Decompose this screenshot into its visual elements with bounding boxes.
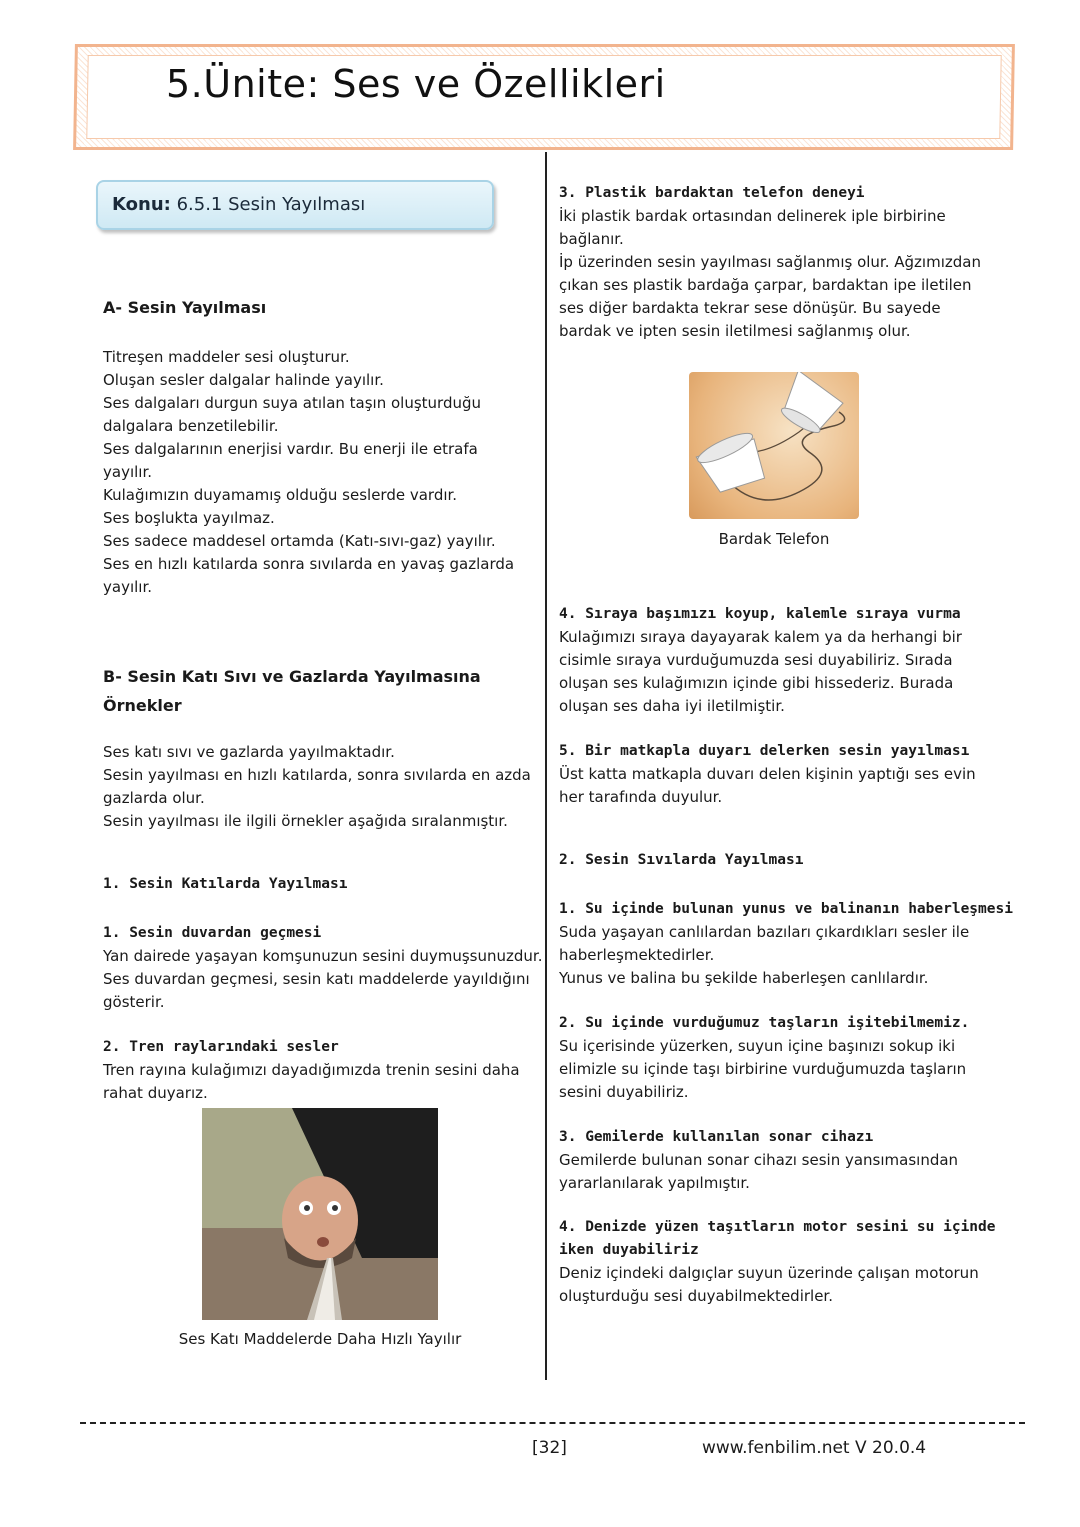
solids-heading: 1. Sesin Katılarda Yayılması bbox=[103, 876, 348, 892]
text-line: Ses dalgaları durgun suya atılan taşın oluşturduğu bbox=[103, 394, 482, 412]
text-line: elimizle su içinde taşı birbirine vurduğumuzda taşların bbox=[559, 1060, 967, 1078]
heading-line: Örnekler bbox=[103, 696, 182, 715]
liquids-heading: 2. Sesin Sıvılarda Yayılması bbox=[559, 852, 804, 868]
solid-item-4 bbox=[559, 603, 962, 718]
text-line: yayılır. bbox=[103, 578, 153, 596]
text-line: çıkan ses plastik bardağa çarpar, bardaktan ipe iletilen bbox=[559, 276, 972, 294]
text-line: dalgalara benzetilebilir. bbox=[103, 417, 279, 435]
text-line: İki plastik bardak ortasından delinerek iple birbirine bbox=[559, 207, 946, 225]
text-line: Yan dairede yaşayan komşunuzun sesini duymuşsunuzdur. bbox=[103, 947, 543, 965]
text-line: bağlanır. bbox=[559, 230, 624, 248]
page-number: [32] bbox=[532, 1438, 567, 1458]
item-title: 1. Sesin duvardan geçmesi bbox=[103, 925, 322, 941]
text-line: Ses en hızlı katılarda sonra sıvılarda en yavaş gazlarda bbox=[103, 555, 515, 573]
topic-value: 6.5.1 Sesin Yayılması bbox=[176, 194, 366, 215]
text-line: Oluşan sesler dalgalar halinde yayılır. bbox=[103, 371, 384, 389]
item-title: 2. Su içinde vurduğumuz taşların işitebilmemiz. bbox=[559, 1015, 970, 1031]
text-line: Gemilerde bulunan sonar cihazı sesin yansımasından bbox=[559, 1151, 959, 1169]
text-line: Yunus ve balina bu şekilde haberleşen canlılardır. bbox=[559, 969, 929, 987]
text-line: Deniz içindeki dalgıçlar suyun üzerinde çalışan motorun bbox=[559, 1264, 979, 1282]
text-line: Ses boşlukta yayılmaz. bbox=[103, 509, 275, 527]
text-line: gazlarda olur. bbox=[103, 789, 205, 807]
text-line: İp üzerinden sesin yayılması sağlanmış olur. Ağzımızdan bbox=[559, 253, 981, 271]
text-line: Üst katta matkapla duvarı delen kişinin yaptığı ses evin bbox=[559, 765, 976, 783]
text-line: Sesin yayılması ile ilgili örnekler aşağıda sıralanmıştır. bbox=[103, 812, 508, 830]
cup-telephone-illustration bbox=[689, 372, 859, 519]
text-line: Ses sadece maddesel ortamda (Katı-sıvı-gaz) yayılır. bbox=[103, 532, 496, 550]
section-b-heading bbox=[103, 662, 481, 720]
page-title: 5.Ünite: Ses ve Özellikleri bbox=[166, 62, 666, 106]
text-line: ses diğer bardakta tekrar sese dönüşür. Bu sayede bbox=[559, 299, 941, 317]
footer-divider bbox=[80, 1422, 1025, 1424]
item-title: iken duyabiliriz bbox=[559, 1242, 699, 1258]
text-line: Ses dalgalarının enerjisi vardır. Bu enerji ile etrafa bbox=[103, 440, 478, 458]
item-title: 3. Plastik bardaktan telefon deneyi bbox=[559, 185, 865, 201]
text-line: sesini duyabiliriz. bbox=[559, 1083, 689, 1101]
heading-line: B- Sesin Katı Sıvı ve Gazlarda Yayılmasına bbox=[103, 667, 481, 686]
solid-item-2 bbox=[103, 1036, 520, 1105]
text-line: oluşan ses kulağımızın içinde gibi hissederiz. Burada bbox=[559, 674, 954, 692]
topic-label: Konu: bbox=[112, 194, 171, 215]
text-line: haberleşmektedirler. bbox=[559, 946, 715, 964]
solid-item-3 bbox=[559, 182, 981, 343]
text-line: Titreşen maddeler sesi oluşturur. bbox=[103, 348, 350, 366]
rail-photo-caption: Ses Katı Maddelerde Daha Hızlı Yayılır bbox=[178, 1330, 462, 1348]
item-title: 5. Bir matkapla duyarı delerken sesin yayılması bbox=[559, 743, 970, 759]
item-title: 4. Sıraya başımızı koyup, kalemle sıraya vurma bbox=[559, 606, 961, 622]
liquid-item-2 bbox=[559, 1012, 969, 1104]
site-link[interactable]: www.fenbilim.net V 20.0.4 bbox=[702, 1438, 927, 1458]
column-divider bbox=[545, 152, 547, 1380]
item-title: 2. Tren raylarındaki sesler bbox=[103, 1039, 339, 1055]
section-a-text bbox=[103, 346, 514, 599]
text-line: yayılır. bbox=[103, 463, 153, 481]
text-line: rahat duyarız. bbox=[103, 1084, 208, 1102]
text-line: gösterir. bbox=[103, 993, 165, 1011]
liquid-item-1 bbox=[559, 898, 1013, 990]
text-line: Sesin yayılması en hızlı katılarda, sonra sıvılarda en azda bbox=[103, 766, 531, 784]
liquid-item-3 bbox=[559, 1126, 958, 1195]
cups-caption: Bardak Telefon bbox=[718, 530, 830, 548]
topic-text bbox=[112, 194, 365, 215]
rail-listening-photo bbox=[202, 1108, 438, 1320]
liquid-item-4 bbox=[559, 1216, 996, 1308]
text-line: yararlanılarak yapılmıştır. bbox=[559, 1174, 750, 1192]
text-line: Su içerisinde yüzerken, suyun içine başınızı sokup iki bbox=[559, 1037, 956, 1055]
text-line: Suda yaşayan canlılardan bazıları çıkardıkları sesler ile bbox=[559, 923, 970, 941]
text-line: Kulağımızın duyamamış olduğu seslerde vardır. bbox=[103, 486, 458, 504]
text-line: Ses katı sıvı ve gazlarda yayılmaktadır. bbox=[103, 743, 395, 761]
text-line: her tarafında duyulur. bbox=[559, 788, 723, 806]
text-line: bardak ve ipten sesin iletilmesi sağlanmış olur. bbox=[559, 322, 911, 340]
section-b-text bbox=[103, 741, 531, 833]
topic-box bbox=[96, 180, 494, 230]
text-line: oluşturduğu sesi duyabilmektedirler. bbox=[559, 1287, 833, 1305]
solid-item-5 bbox=[559, 740, 976, 809]
solid-item-1 bbox=[103, 922, 542, 1014]
text-line: Ses duvardan geçmesi, sesin katı maddelerde yayıldığını bbox=[103, 970, 530, 988]
text-line: Tren rayına kulağımızı dayadığımızda trenin sesini daha bbox=[103, 1061, 520, 1079]
text-line: oluşan ses daha iyi iletilmiştir. bbox=[559, 697, 785, 715]
text-line: Kulağımızı sıraya dayayarak kalem ya da herhangi bir bbox=[559, 628, 962, 646]
item-title: 1. Su içinde bulunan yunus ve balinanın haberleşmesi bbox=[559, 901, 1013, 917]
item-title: 3. Gemilerde kullanılan sonar cihazı bbox=[559, 1129, 874, 1145]
item-title: 4. Denizde yüzen taşıtların motor sesini su içinde bbox=[559, 1219, 996, 1235]
text-line: cisimle sıraya vurduğumuzda sesi duyabiliriz. Sırada bbox=[559, 651, 953, 669]
section-a-heading: A- Sesin Yayılması bbox=[103, 298, 267, 317]
